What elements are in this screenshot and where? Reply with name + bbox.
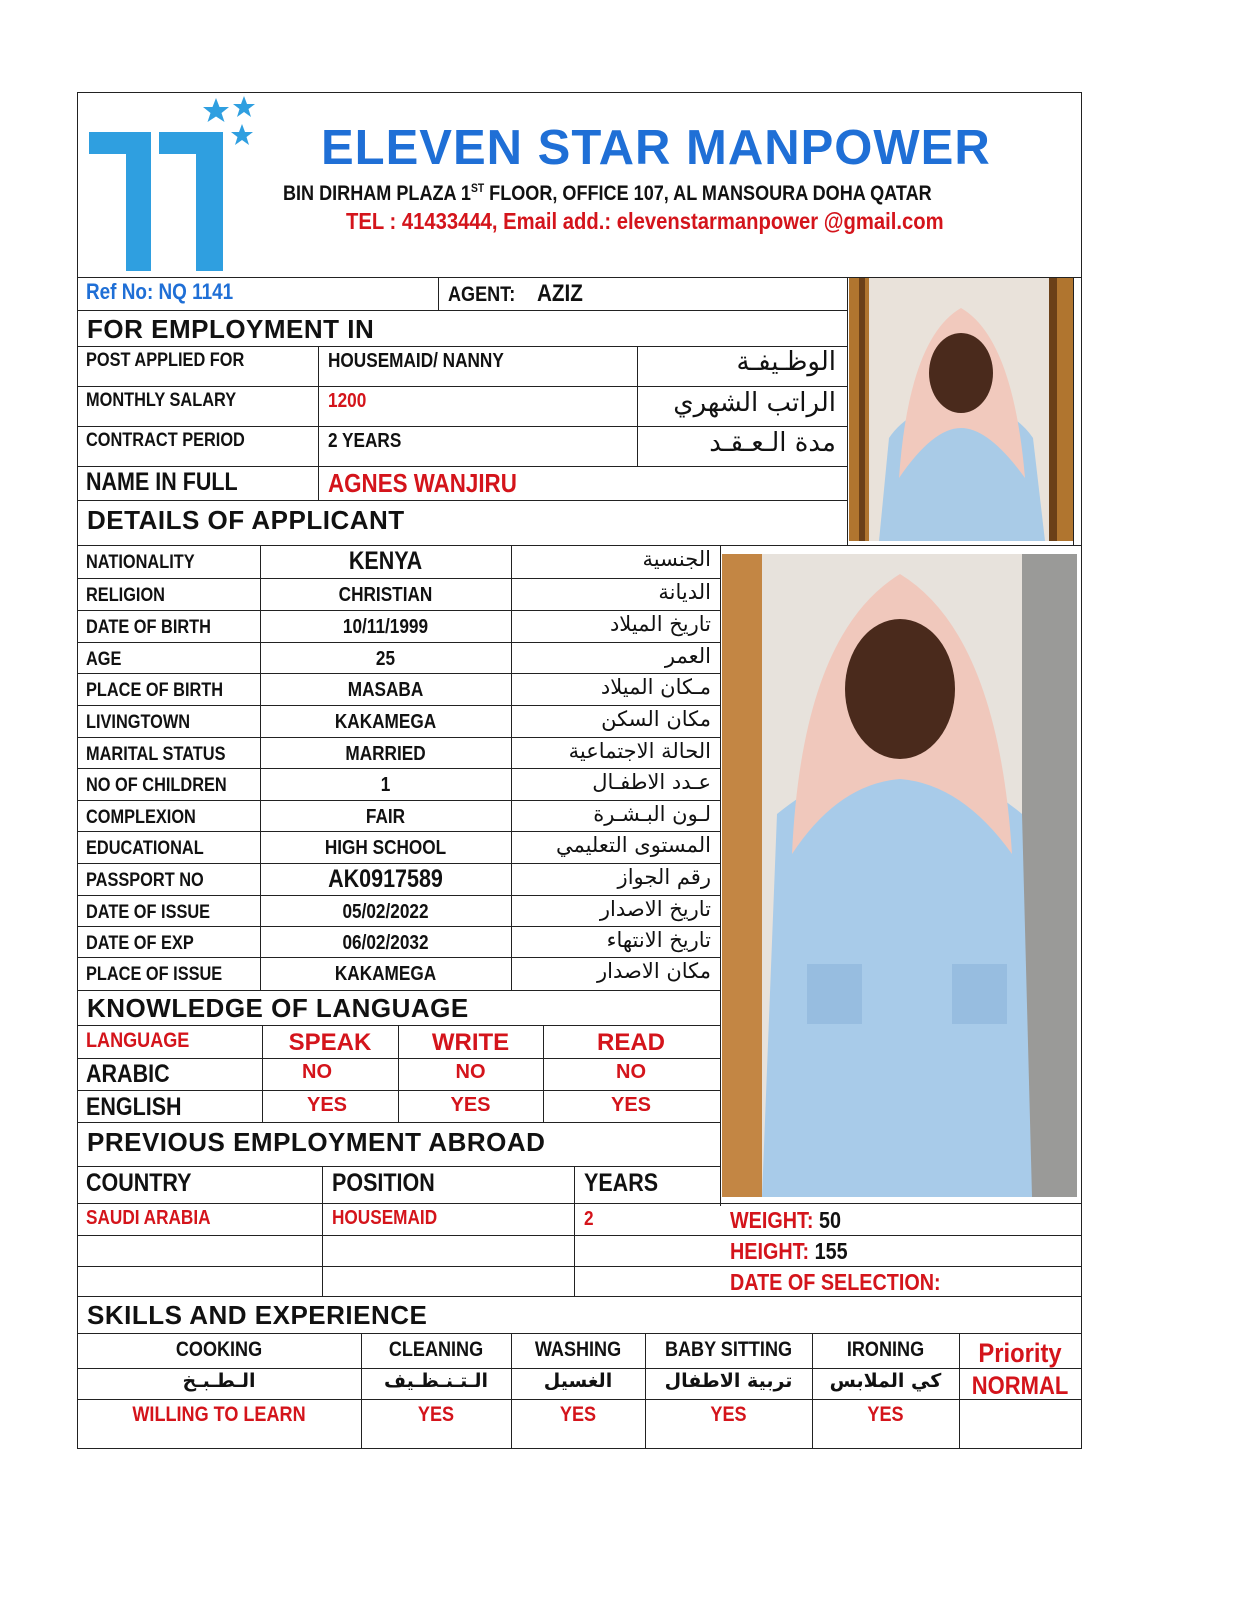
skill-name: COOKING bbox=[175, 1338, 263, 1361]
detail-label: PLACE OF BIRTH bbox=[86, 680, 224, 701]
detail-label: EDUCATIONAL bbox=[86, 838, 204, 859]
table-rule bbox=[77, 466, 847, 467]
table-rule bbox=[77, 800, 720, 801]
detail-value: FAIR bbox=[365, 806, 406, 828]
detail-value: KENYA bbox=[348, 547, 423, 575]
details-section-title: DETAILS OF APPLICANT bbox=[87, 505, 405, 535]
prev-header-country: COUNTRY bbox=[86, 1169, 192, 1197]
table-rule bbox=[77, 831, 720, 832]
table-rule bbox=[361, 1333, 362, 1449]
prev-header-position: POSITION bbox=[332, 1169, 435, 1197]
full-name-value: AGNES WANJIRU bbox=[328, 468, 517, 498]
table-rule bbox=[77, 1266, 1082, 1267]
weight-row bbox=[730, 1209, 841, 1232]
eleven-star-logo-icon bbox=[86, 96, 266, 276]
table-rule bbox=[77, 386, 847, 387]
detail-arabic: الجنسية bbox=[642, 547, 711, 571]
table-rule bbox=[77, 1296, 1082, 1297]
detail-arabic: مكان السكن bbox=[601, 707, 711, 731]
address-sup: ST bbox=[470, 181, 485, 195]
applicant-photo-small bbox=[849, 278, 1073, 541]
previous-section-title: PREVIOUS EMPLOYMENT ABROAD bbox=[87, 1127, 546, 1157]
weight-value: 50 bbox=[819, 1207, 842, 1233]
skill-arabic: تربية الاطفال bbox=[664, 1370, 793, 1392]
table-rule bbox=[322, 1166, 323, 1296]
address-part-1: BIN DIRHAM PLAZA 1 bbox=[283, 182, 471, 205]
detail-label: AGE bbox=[86, 649, 122, 670]
skill-value: YES bbox=[559, 1403, 597, 1426]
skills-section-title: SKILLS AND EXPERIENCE bbox=[87, 1300, 428, 1330]
height-row bbox=[730, 1240, 848, 1263]
table-rule bbox=[77, 705, 720, 706]
language-header-write: WRITE bbox=[431, 1029, 510, 1056]
agent-label: AGENT: bbox=[448, 283, 516, 306]
skill-arabic: الـطـبـخ bbox=[182, 1370, 256, 1392]
table-rule bbox=[720, 1203, 1082, 1204]
table-rule bbox=[77, 926, 720, 927]
table-rule bbox=[438, 277, 439, 310]
skill-arabic: الغسيل bbox=[543, 1370, 613, 1392]
skill-value: YES bbox=[867, 1403, 904, 1426]
detail-arabic: عـدد الاطفـال bbox=[592, 770, 711, 794]
skill-name: CLEANING bbox=[388, 1338, 484, 1361]
table-rule bbox=[637, 346, 638, 466]
language-english: ENGLISH bbox=[86, 1093, 182, 1121]
person-photo-icon bbox=[849, 278, 1073, 541]
table-rule bbox=[574, 1166, 575, 1296]
ref-number: Ref No: NQ 1141 bbox=[86, 279, 234, 304]
detail-arabic: رقم الجواز bbox=[617, 865, 711, 889]
table-rule bbox=[77, 1368, 1082, 1369]
skill-name: IRONING bbox=[846, 1338, 925, 1361]
table-rule bbox=[77, 545, 1082, 546]
post-applied-value: HOUSEMAID/ NANNY bbox=[328, 350, 504, 372]
english-read: YES bbox=[610, 1094, 652, 1116]
detail-label: PLACE OF ISSUE bbox=[86, 964, 223, 985]
table-rule bbox=[77, 642, 720, 643]
detail-arabic: العمر bbox=[664, 644, 711, 668]
table-rule bbox=[847, 277, 848, 545]
contract-period-label: CONTRACT PERIOD bbox=[86, 430, 245, 451]
detail-arabic: مـكان الميلاد bbox=[600, 675, 711, 699]
detail-label: COMPLEXION bbox=[86, 807, 196, 828]
skill-value: WILLING TO LEARN bbox=[132, 1403, 306, 1426]
detail-value: 06/02/2032 bbox=[342, 932, 429, 954]
monthly-salary-arabic: الراتب الشهري bbox=[673, 388, 836, 418]
arabic-speak: NO bbox=[302, 1061, 332, 1083]
table-rule bbox=[77, 277, 1082, 278]
table-rule bbox=[77, 895, 720, 896]
table-rule bbox=[1073, 277, 1074, 545]
table-rule bbox=[77, 426, 847, 427]
skill-value: YES bbox=[710, 1403, 747, 1426]
language-header-language: LANGUAGE bbox=[86, 1029, 190, 1052]
contract-period-value: 2 YEARS bbox=[328, 430, 402, 452]
company-contact: TEL : 41433444, Email add.: elevenstarmanpower @gmail.com bbox=[346, 208, 944, 234]
post-applied-label: POST APPLIED FOR bbox=[86, 350, 245, 371]
table-rule bbox=[77, 1122, 720, 1123]
detail-value: 05/02/2022 bbox=[342, 901, 429, 923]
detail-value: MASABA bbox=[347, 679, 424, 701]
table-rule bbox=[77, 737, 720, 738]
table-rule bbox=[77, 310, 847, 311]
employment-section-title: FOR EMPLOYMENT IN bbox=[87, 314, 375, 344]
detail-value: KAKAMEGA bbox=[334, 963, 437, 985]
detail-value: CHRISTIAN bbox=[338, 584, 433, 606]
table-rule bbox=[77, 1399, 1082, 1400]
detail-arabic: الديانة bbox=[658, 580, 711, 604]
table-rule bbox=[511, 545, 512, 990]
table-rule bbox=[77, 673, 720, 674]
agent-value: AZIZ bbox=[537, 280, 583, 307]
post-applied-arabic: الوظـيفـة bbox=[736, 347, 836, 377]
detail-value: KAKAMEGA bbox=[334, 711, 437, 733]
table-rule bbox=[77, 990, 720, 991]
language-header-speak: SPEAK bbox=[288, 1029, 372, 1056]
table-rule bbox=[77, 863, 720, 864]
detail-arabic: المستوى التعليمي bbox=[555, 833, 711, 857]
address-part-2: FLOOR, OFFICE 107, AL MANSOURA DOHA QATAR bbox=[484, 182, 932, 205]
detail-value: 1 bbox=[380, 774, 391, 796]
priority-value: NORMAL bbox=[971, 1372, 1069, 1400]
skill-arabic: كي الملابس bbox=[829, 1370, 942, 1392]
arabic-read: NO bbox=[616, 1061, 646, 1083]
english-write: YES bbox=[450, 1094, 491, 1116]
detail-arabic: تاريخ الانتهاء bbox=[606, 928, 711, 952]
detail-value: AK0917589 bbox=[328, 865, 443, 893]
table-rule bbox=[77, 957, 720, 958]
monthly-salary-label: MONTHLY SALARY bbox=[86, 390, 237, 411]
prev-years: 2 bbox=[584, 1208, 594, 1230]
table-rule bbox=[959, 1333, 960, 1449]
table-rule bbox=[645, 1333, 646, 1449]
skill-name: WASHING bbox=[534, 1338, 622, 1361]
detail-value: HIGH SCHOOL bbox=[324, 837, 447, 859]
table-rule bbox=[77, 346, 847, 347]
height-value: 155 bbox=[814, 1238, 848, 1264]
detail-arabic: تاريخ الاصدار bbox=[599, 897, 711, 921]
height-label: HEIGHT: bbox=[730, 1238, 810, 1264]
company-address bbox=[283, 182, 932, 204]
table-rule bbox=[812, 1333, 813, 1449]
contract-period-arabic: مدة الـعـقـد bbox=[709, 428, 836, 458]
table-rule bbox=[77, 1203, 720, 1204]
detail-label: DATE OF EXP bbox=[86, 933, 194, 954]
detail-arabic: تاريخ الميلاد bbox=[609, 612, 711, 636]
detail-label: NATIONALITY bbox=[86, 552, 195, 573]
detail-value: 10/11/1999 bbox=[342, 616, 429, 638]
detail-value: MARRIED bbox=[345, 743, 426, 765]
company-name: ELEVEN STAR MANPOWER bbox=[321, 121, 991, 175]
priority-label: Priority bbox=[978, 1338, 1062, 1368]
person-full-photo-icon bbox=[722, 554, 1077, 1197]
detail-label: PASSPORT NO bbox=[86, 870, 204, 891]
skill-name: BABY SITTING bbox=[664, 1338, 793, 1361]
table-rule bbox=[318, 346, 319, 500]
skill-arabic: الـتـنـظـيف bbox=[383, 1370, 489, 1392]
prev-header-years: YEARS bbox=[584, 1169, 659, 1197]
weight-label: WEIGHT: bbox=[730, 1207, 814, 1233]
full-name-label: NAME IN FULL bbox=[86, 468, 238, 496]
detail-value: 25 bbox=[375, 648, 396, 670]
detail-label: RELIGION bbox=[86, 585, 165, 606]
table-rule bbox=[260, 545, 261, 990]
detail-arabic: لـون البـشـرة bbox=[593, 802, 711, 826]
table-rule bbox=[77, 578, 720, 579]
table-rule bbox=[77, 1166, 720, 1167]
detail-label: LIVINGTOWN bbox=[86, 712, 191, 733]
date-of-selection-label: DATE OF SELECTION: bbox=[730, 1269, 941, 1295]
language-section-title: KNOWLEDGE OF LANGUAGE bbox=[87, 993, 469, 1023]
table-rule bbox=[77, 768, 720, 769]
detail-label: DATE OF BIRTH bbox=[86, 617, 211, 638]
table-rule bbox=[77, 1235, 1082, 1236]
table-rule bbox=[77, 610, 720, 611]
prev-position: HOUSEMAID bbox=[332, 1207, 438, 1229]
detail-arabic: مكان الاصدار bbox=[597, 959, 711, 983]
detail-label: MARITAL STATUS bbox=[86, 744, 226, 765]
detail-label: DATE OF ISSUE bbox=[86, 902, 211, 923]
logo bbox=[86, 96, 266, 276]
table-rule bbox=[77, 500, 847, 501]
prev-country: SAUDI ARABIA bbox=[86, 1207, 211, 1229]
language-header-read: READ bbox=[596, 1029, 665, 1056]
language-arabic: ARABIC bbox=[86, 1060, 170, 1088]
arabic-write: NO bbox=[455, 1061, 486, 1083]
skill-value: YES bbox=[417, 1403, 455, 1426]
monthly-salary-value: 1200 bbox=[328, 390, 367, 412]
detail-label: NO OF CHILDREN bbox=[86, 775, 227, 796]
english-speak: YES bbox=[306, 1094, 348, 1116]
table-rule bbox=[77, 1333, 1082, 1334]
table-rule bbox=[720, 545, 721, 1206]
detail-arabic: الحالة الاجتماعية bbox=[568, 739, 711, 763]
table-rule bbox=[511, 1333, 512, 1449]
applicant-photo-large bbox=[722, 554, 1077, 1197]
